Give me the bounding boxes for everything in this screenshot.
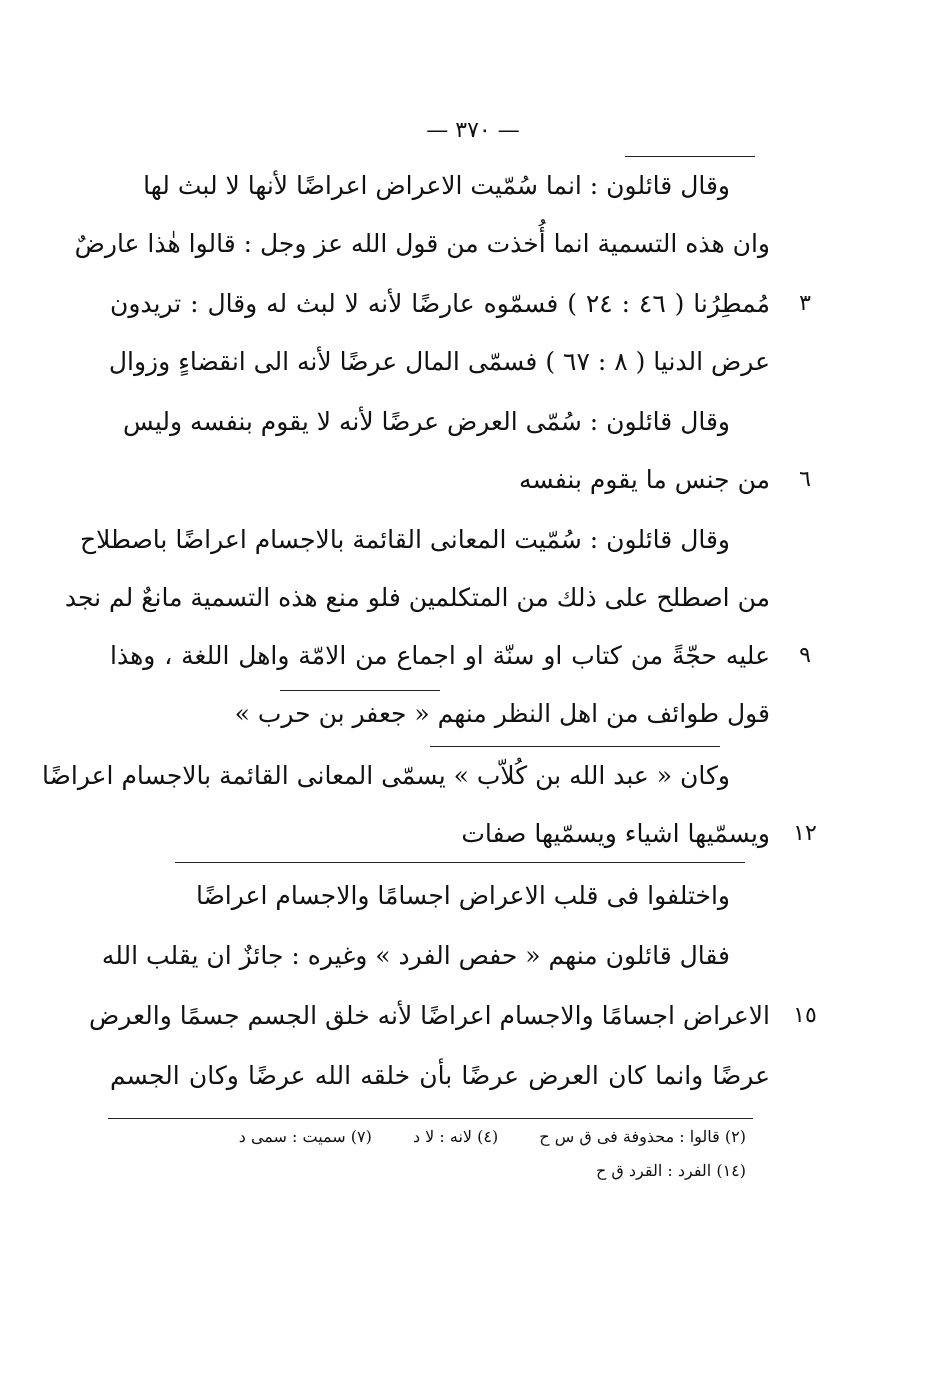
text-line: الاعراض اجسامًا والاجسام اعراضًا لأنه خلق الجسم جسمًا والعرض <box>89 1001 770 1030</box>
section-rule <box>280 690 440 691</box>
line-number: ٦ <box>799 467 811 492</box>
footnote-separator <box>108 1118 753 1119</box>
line-number: ٣ <box>799 291 811 316</box>
text-line: عرضًا وانما كان العرض عرضًا بأن خلقه الله عرضًا وكان الجسم <box>110 1061 770 1090</box>
footnote: (٢) قالوا : محذوفة فى ق س ح <box>539 1127 746 1146</box>
page-number: — ٣٧٠ — <box>426 118 520 143</box>
text-line: واختلفوا فى قلب الاعراض اجسامًا والاجسام اعراضًا <box>195 881 730 910</box>
line-number: ١٢ <box>793 821 817 846</box>
text-line: فقال قائلون منهم « حفص الفرد » وغيره : جائزٌ ان يقلب الله <box>101 941 730 970</box>
line-number: ٩ <box>799 643 811 668</box>
text-line: عرض الدنيا ( ٨ : ٦٧ ) فسمّى المال عرضًا لأنه الى انقضاءٍ وزوال <box>108 347 770 376</box>
footnote: (٤) لانه : لا د <box>412 1127 499 1146</box>
text-line: وان هذه التسمية انما أُخذت من قول الله عز وجل : قالوا هٰذا عارضٌ <box>74 229 770 258</box>
text-line: قول طوائف من اهل النظر منهم « جعفر بن حرب » <box>234 699 770 728</box>
footnote: (٧) سميت : سمى د <box>238 1127 372 1146</box>
footnote: (١٤) الفرد : القرد ق ح <box>596 1161 746 1180</box>
section-rule <box>430 746 720 747</box>
text-line: مُمطِرُنا ( ٤٦ : ٢٤ ) فسمّوه عارضًا لأنه لا لبث له وقال : تريدون <box>110 289 770 318</box>
text-line: من جنس ما يقوم بنفسه <box>519 465 770 494</box>
section-rule <box>175 862 745 863</box>
line-number: ١٥ <box>793 1003 817 1028</box>
text-line: ويسمّيها اشياء ويسمّيها صفات <box>461 819 770 848</box>
text-line: من اصطلح على ذلك من المتكلمين فلو منع هذه التسمية مانعٌ لم نجد <box>64 583 770 612</box>
text-line: وقال قائلون : سُمّيت المعانى القائمة بالاجسام اعراضًا باصطلاح <box>80 525 730 554</box>
footnote-line <box>560 1158 746 1184</box>
footnote-line <box>203 1124 746 1150</box>
text-line: عليه حجّةً من كتاب او سنّة او اجماع من الامّة واهل اللغة ، وهذا <box>110 641 770 670</box>
text-line: وقال قائلون : انما سُمّيت الاعراض اعراضًا لأنها لا لبث لها <box>143 171 730 200</box>
text-line: وقال قائلون : سُمّى العرض عرضًا لأنه لا يقوم بنفسه وليس <box>122 407 730 436</box>
text-line: وكان « عبد الله بن كُلاّب » يسمّى المعانى القائمة بالاجسام اعراضًا <box>42 761 730 790</box>
section-rule <box>625 156 755 157</box>
